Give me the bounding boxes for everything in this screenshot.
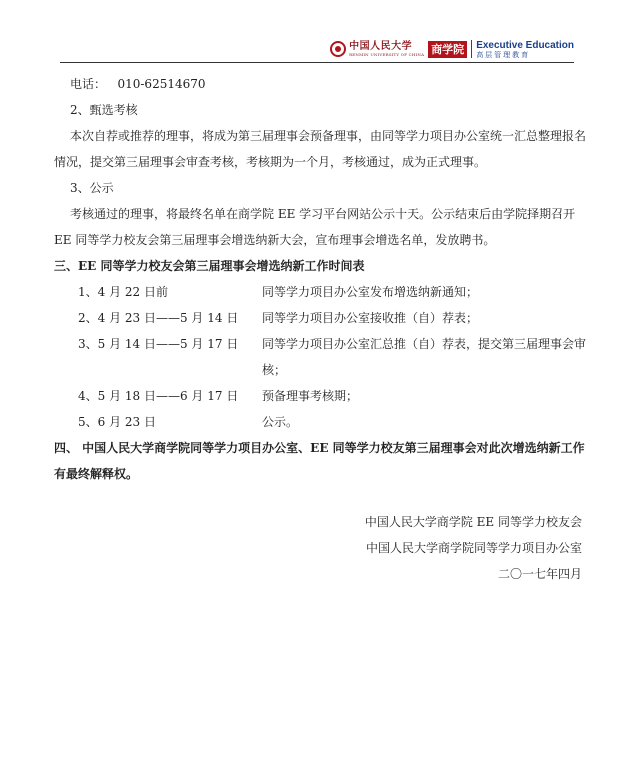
schedule-date: 1、4 月 22 日前 [78, 285, 168, 299]
school-name: 商学院 [428, 41, 467, 58]
signature-spacer [54, 487, 594, 509]
schedule-task: 公示。 [262, 415, 299, 429]
schedule-heading: 三、EE 同等学力校友会第三届理事会增选纳新工作时间表 [54, 259, 365, 273]
signature-date: 二〇一七年四月 [497, 567, 582, 581]
schedule-item [54, 383, 594, 409]
signature-alumni: 中国人民大学商学院 EE 同等学力校友会 [364, 515, 582, 529]
schedule-item [54, 331, 594, 383]
schedule-task: 同等学力项目办公室接收推（自）荐表； [262, 311, 479, 325]
schedule-task: 同等学力项目办公室发布增选纳新通知； [262, 285, 479, 299]
university-name-en: RENMIN UNIVERSITY OF CHINA [349, 52, 425, 57]
logo-divider [471, 40, 472, 58]
schedule-task: 预备理事考核期； [262, 389, 359, 403]
section-2-text: 本次自荐或推荐的理事，将成为第三届理事会预备理事，由同等学力项目办公室统一汇总整理报名情况，提交第三届理事会审查考核，考核期为一个月，考核通过，成为正式理事。 [54, 129, 587, 169]
exec-education-en: Executive Education [476, 39, 574, 51]
schedule-date: 4、5 月 18 日——6 月 17 日 [78, 389, 239, 403]
phone-line [54, 71, 594, 97]
schedule-date: 3、5 月 14 日——5 月 17 日 [78, 337, 239, 351]
university-seal-icon [330, 41, 346, 57]
exec-education-cn: 高层管理教育 [476, 50, 531, 59]
schedule-item [54, 279, 594, 305]
section-4-text: 四、 中国人民大学商学院同等学力项目办公室、EE 同等学力校友第三届理事会对此次增选纳新工作有最终解释权。 [54, 441, 585, 481]
university-name: 中国人民大学 [349, 41, 413, 52]
page-header [60, 34, 574, 63]
section-3-title: 3、公示 [70, 181, 114, 195]
phone-label: 电话： [70, 77, 107, 91]
phone-value: 010-62514670 [117, 77, 206, 91]
schedule-task: 同等学力项目办公室汇总推（自）荐表，提交第三届理事会审核； [262, 337, 587, 377]
schedule-date: 5、6 月 23 日 [78, 415, 156, 429]
schedule-date: 2、4 月 23 日——5 月 14 日 [78, 311, 239, 325]
signature-office: 中国人民大学商学院同等学力项目办公室 [365, 541, 582, 555]
section-3-text: 考核通过的理事，将最终名单在商学院 EE 学习平台网站公示十天。公示结束后由学院择期召开 EE 同等学力校友会第三届理事会增选纳新大会，宣布理事会增选名单，发放聘书。 [54, 207, 576, 247]
brand-logo [330, 38, 574, 60]
document-body [54, 71, 594, 587]
schedule-list [54, 279, 594, 435]
university-name-block [349, 41, 424, 57]
schedule-item [54, 305, 594, 331]
schedule-item [54, 409, 594, 435]
exec-education-block [476, 40, 574, 59]
section-2-title: 2、甄选考核 [70, 103, 138, 117]
